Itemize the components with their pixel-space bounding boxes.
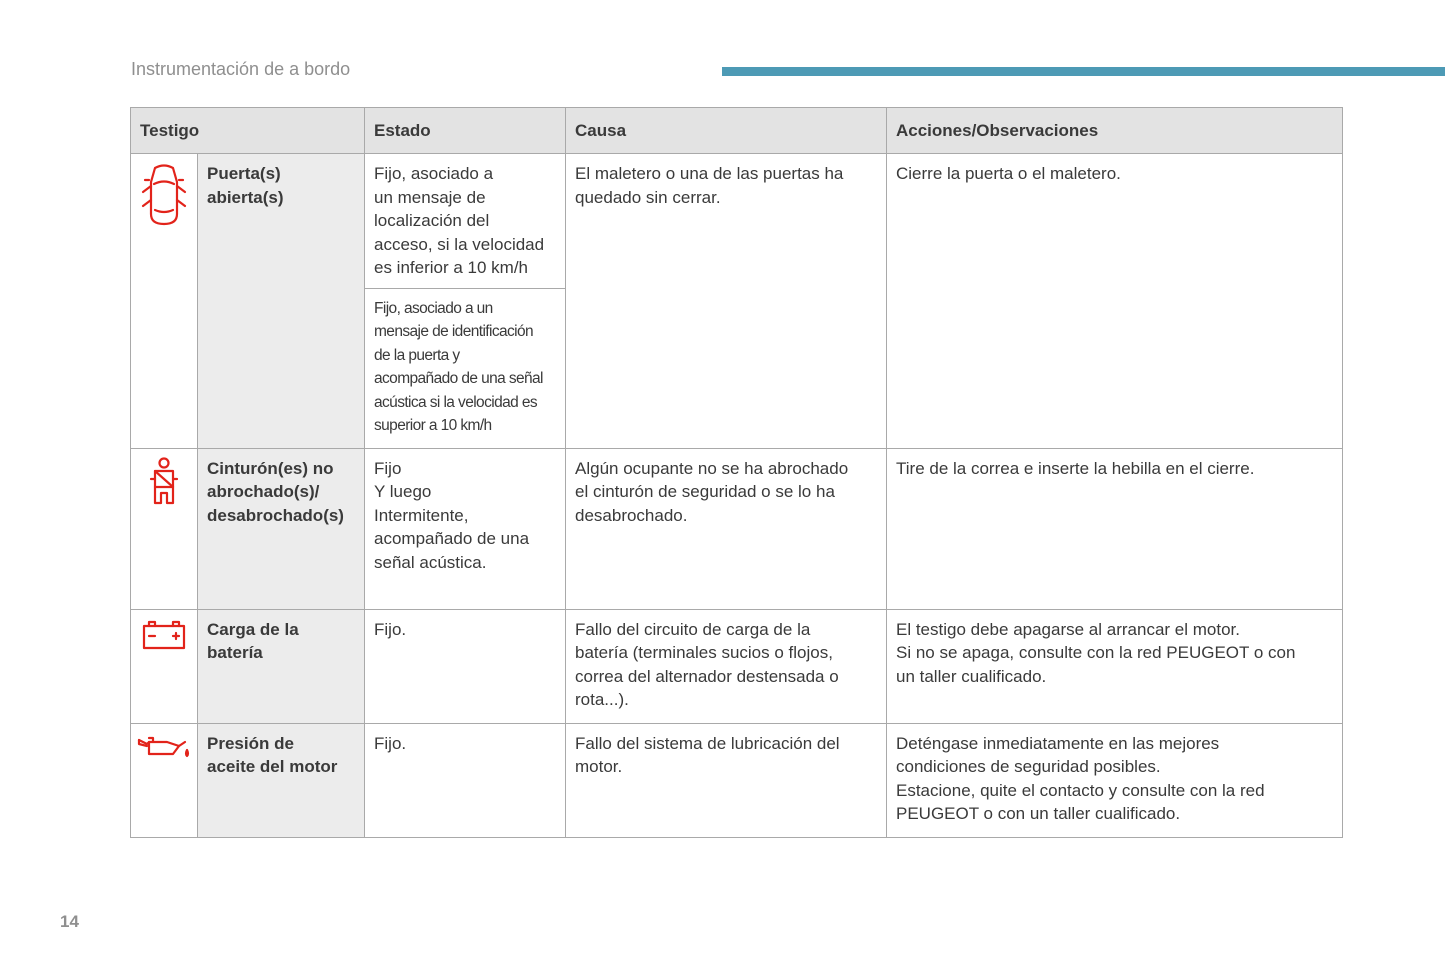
column-header-testigo: Testigo bbox=[131, 108, 365, 154]
oil-pressure-icon bbox=[137, 732, 191, 762]
estado-doors-high-speed: Fijo, asociado a un mensaje de identificación de la puerta y acompañado de una señal acústica si la velocidad es superior a 10 km/h bbox=[365, 288, 566, 448]
battery-icon bbox=[141, 618, 187, 652]
warning-name-oil-pressure: Presión de aceite del motor bbox=[198, 723, 365, 837]
table-row bbox=[131, 609, 1343, 723]
page-number: 14 bbox=[60, 912, 79, 931]
acciones-seatbelt: Tire de la correa e inserte la hebilla en el cierre. bbox=[887, 448, 1343, 609]
row-icon-cell bbox=[131, 723, 198, 837]
row-icon-cell bbox=[131, 448, 198, 609]
warning-name-seatbelt: Cinturón(es) no abrochado(s)/ desabrochado(s) bbox=[198, 448, 365, 609]
column-header-acciones: Acciones/Observaciones bbox=[887, 108, 1343, 154]
estado-oil-pressure: Fijo. bbox=[365, 723, 566, 837]
causa-oil-pressure: Fallo del sistema de lubricación del motor. bbox=[566, 723, 887, 837]
seatbelt-icon bbox=[147, 457, 181, 507]
table-row bbox=[131, 154, 1343, 289]
row-icon-cell bbox=[131, 154, 198, 449]
warning-name-doors: Puerta(s) abierta(s) bbox=[198, 154, 365, 449]
acciones-battery: El testigo debe apagarse al arrancar el motor. Si no se apaga, consulte con la red PEUGEOT o con un taller cualificado. bbox=[887, 609, 1343, 723]
warning-lights-table bbox=[130, 107, 1343, 838]
door-open-icon bbox=[139, 162, 189, 228]
table-row bbox=[131, 448, 1343, 609]
column-header-estado: Estado bbox=[365, 108, 566, 154]
table-row bbox=[131, 723, 1343, 837]
acciones-oil-pressure: Deténgase inmediatamente en las mejores condiciones de seguridad posibles. Estacione, quite el contacto y consulte con la red PEUGEOT o con un taller cualificado. bbox=[887, 723, 1343, 837]
estado-seatbelt: Fijo Y luego Intermitente, acompañado de una señal acústica. bbox=[365, 448, 566, 609]
estado-battery: Fijo. bbox=[365, 609, 566, 723]
causa-battery: Fallo del circuito de carga de la batería (terminales sucios o flojos, correa del alternador destensada o rota...). bbox=[566, 609, 887, 723]
column-header-causa: Causa bbox=[566, 108, 887, 154]
acciones-doors: Cierre la puerta o el maletero. bbox=[887, 154, 1343, 449]
row-icon-cell bbox=[131, 609, 198, 723]
causa-doors: El maletero o una de las puertas ha quedado sin cerrar. bbox=[566, 154, 887, 449]
section-title: Instrumentación de a bordo bbox=[131, 59, 351, 79]
estado-doors-low-speed: Fijo, asociado a un mensaje de localización del acceso, si la velocidad es inferior a 10 km/h bbox=[365, 154, 566, 289]
warning-name-battery: Carga de la batería bbox=[198, 609, 365, 723]
table-header-row bbox=[131, 108, 1343, 154]
causa-seatbelt: Algún ocupante no se ha abrochado el cinturón de seguridad o se lo ha desabrochado. bbox=[566, 448, 887, 609]
header-accent-bar bbox=[722, 67, 1445, 76]
